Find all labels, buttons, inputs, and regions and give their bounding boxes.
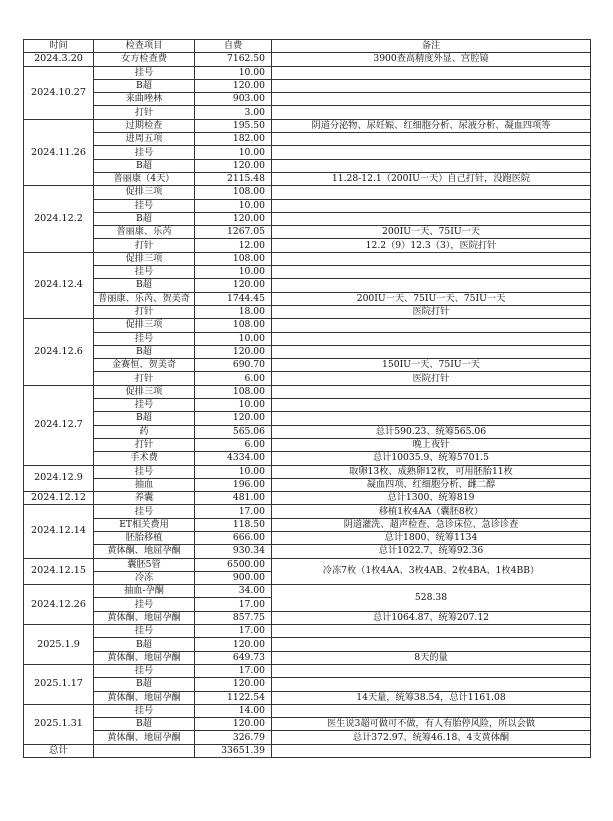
fee-cell: 182.00 [195, 133, 272, 146]
item-cell: 普丽康（4天） [94, 172, 195, 185]
table-row [24, 345, 591, 358]
note-cell [272, 146, 591, 159]
table-row [24, 664, 591, 677]
fee-cell: 17.00 [195, 625, 272, 638]
item-cell: 抽血 [94, 478, 195, 491]
note-cell [272, 93, 591, 106]
fee-cell: 120.00 [195, 412, 272, 425]
note-cell: 移植1枚4AA（囊胚8枚） [272, 505, 591, 518]
header-fee: 自费 [195, 40, 272, 53]
table-row [24, 186, 591, 199]
fee-cell: 108.00 [195, 186, 272, 199]
table-row [24, 359, 591, 372]
table-row [24, 518, 591, 531]
item-cell: 囊胚5管 [94, 558, 195, 571]
table-body [24, 40, 591, 758]
date-cell: 2024.12.14 [24, 505, 94, 558]
header-item: 检查项目 [94, 40, 195, 53]
note-cell [272, 625, 591, 638]
fee-cell: 10.00 [195, 266, 272, 279]
expense-table [23, 39, 591, 758]
table-row [24, 412, 591, 425]
note-cell: 医生说3超可做可不做，有人有胎停风险，所以会做 [272, 718, 591, 731]
table-row [24, 332, 591, 345]
fee-cell: 1122.54 [195, 691, 272, 704]
item-cell: 挂号 [94, 146, 195, 159]
table-row [24, 159, 591, 172]
table-row [24, 385, 591, 398]
item-cell: 促排三项 [94, 319, 195, 332]
item-cell: 黄体酮、地屈孕酮 [94, 545, 195, 558]
note-cell [272, 266, 591, 279]
note-cell: 冷冻7枚（1枚4AA、3枚4AB、2枚4BA、1枚4BB） [272, 558, 591, 585]
fee-cell: 2115.48 [195, 172, 272, 185]
note-cell [272, 399, 591, 412]
item-cell: 女方检查费 [94, 53, 195, 66]
table-row [24, 372, 591, 385]
table-row [24, 226, 591, 239]
table-row [24, 651, 591, 664]
fee-cell: 10.00 [195, 399, 272, 412]
note-cell: 阴道灌洗、超声检查、急诊床位、急诊诊查 [272, 518, 591, 531]
item-cell: 胚胎移植 [94, 531, 195, 544]
item-cell: 打针 [94, 438, 195, 451]
item-cell: B超 [94, 345, 195, 358]
date-cell: 2024.11.26 [24, 119, 94, 185]
fee-cell: 120.00 [195, 718, 272, 731]
fee-cell: 1744.45 [195, 292, 272, 305]
fee-cell: 17.00 [195, 598, 272, 611]
note-cell: 总计372.97、统筹46.18、4支黄体酮 [272, 731, 591, 744]
table-row [24, 531, 591, 544]
note-cell: 528.38 [272, 585, 591, 612]
item-cell: 打针 [94, 239, 195, 252]
note-cell: 阴道分泌物、尿妊娠、红细胞分析、尿液分析、凝血四项等 [272, 119, 591, 132]
item-cell: 挂号 [94, 664, 195, 677]
fee-cell: 120.00 [195, 79, 272, 92]
table-row [24, 252, 591, 265]
fee-cell: 120.00 [195, 678, 272, 691]
table-row [24, 133, 591, 146]
date-cell: 2024.10.27 [24, 66, 94, 119]
date-cell: 2024.12.12 [24, 492, 94, 505]
item-cell: B超 [94, 718, 195, 731]
note-cell: 总计1800、统筹1134 [272, 531, 591, 544]
item-cell: B超 [94, 79, 195, 92]
item-cell: 挂号 [94, 625, 195, 638]
total-note-blank [272, 744, 591, 757]
item-cell: 金赛恒、贺美奇 [94, 359, 195, 372]
table-row [24, 545, 591, 558]
table-row [24, 199, 591, 212]
table-row [24, 305, 591, 318]
item-cell: 打针 [94, 305, 195, 318]
date-cell: 2025.1.31 [24, 704, 94, 744]
date-cell: 2024.12.2 [24, 186, 94, 252]
total-item-blank [94, 744, 195, 757]
date-cell: 2024.12.6 [24, 319, 94, 385]
item-cell: 养囊 [94, 492, 195, 505]
total-fee: 33651.39 [195, 744, 272, 757]
note-cell: 8天的量 [272, 651, 591, 664]
fee-cell: 900.00 [195, 571, 272, 584]
fee-cell: 565.06 [195, 425, 272, 438]
note-cell [272, 704, 591, 717]
fee-cell: 4334.00 [195, 452, 272, 465]
fee-cell: 108.00 [195, 252, 272, 265]
item-cell: 挂号 [94, 332, 195, 345]
table-row [24, 478, 591, 491]
fee-cell: 649.73 [195, 651, 272, 664]
table-row [24, 505, 591, 518]
fee-cell: 10.00 [195, 332, 272, 345]
item-cell: B超 [94, 159, 195, 172]
total-label: 总计 [24, 744, 94, 757]
table-row [24, 212, 591, 225]
table-row [24, 611, 591, 624]
fee-cell: 108.00 [195, 385, 272, 398]
table-row [24, 53, 591, 66]
note-cell: 14天量，统筹38.54，总计1161.08 [272, 691, 591, 704]
note-cell [272, 159, 591, 172]
fee-cell: 120.00 [195, 212, 272, 225]
fee-cell: 120.00 [195, 159, 272, 172]
note-cell [272, 678, 591, 691]
table-row [24, 638, 591, 651]
item-cell: 挂号 [94, 199, 195, 212]
item-cell: 进周五项 [94, 133, 195, 146]
item-cell: 黄体酮、地屈孕酮 [94, 691, 195, 704]
item-cell: 抽血-孕酮 [94, 585, 195, 598]
fee-cell: 120.00 [195, 638, 272, 651]
item-cell: 挂号 [94, 399, 195, 412]
item-cell: 促排三项 [94, 186, 195, 199]
note-cell: 12.2（9）12.3（3），医院打针 [272, 239, 591, 252]
header-row [24, 40, 591, 53]
total-row [24, 744, 591, 757]
table-row [24, 146, 591, 159]
item-cell: B超 [94, 638, 195, 651]
item-cell: 冷冻 [94, 571, 195, 584]
table-row [24, 465, 591, 478]
table-row [24, 558, 591, 571]
table-row [24, 585, 591, 598]
fee-cell: 1267.05 [195, 226, 272, 239]
table-row [24, 691, 591, 704]
note-cell [272, 252, 591, 265]
table-row [24, 279, 591, 292]
note-cell: 总计10035.9、统筹5701.5 [272, 452, 591, 465]
item-cell: 挂号 [94, 704, 195, 717]
fee-cell: 120.00 [195, 345, 272, 358]
item-cell: 挂号 [94, 598, 195, 611]
item-cell: 挂号 [94, 465, 195, 478]
item-cell: 黄体酮、地屈孕酮 [94, 651, 195, 664]
fee-cell: 196.00 [195, 478, 272, 491]
note-cell [272, 279, 591, 292]
item-cell: 黄体酮、地屈孕酮 [94, 611, 195, 624]
header-note: 备注 [272, 40, 591, 53]
item-cell: B超 [94, 412, 195, 425]
table-row [24, 718, 591, 731]
item-cell: 促排三项 [94, 385, 195, 398]
note-cell: 总计1300、统筹819 [272, 492, 591, 505]
note-cell: 总计1022.7、统筹92.36 [272, 545, 591, 558]
fee-cell: 6500.00 [195, 558, 272, 571]
note-cell [272, 412, 591, 425]
fee-cell: 17.00 [195, 505, 272, 518]
note-cell [272, 199, 591, 212]
table-row [24, 425, 591, 438]
fee-cell: 666.00 [195, 531, 272, 544]
fee-cell: 120.00 [195, 279, 272, 292]
item-cell: 过期检查 [94, 119, 195, 132]
fee-cell: 3.00 [195, 106, 272, 119]
date-cell: 2024.12.7 [24, 385, 94, 465]
fee-cell: 903.00 [195, 93, 272, 106]
table-row [24, 79, 591, 92]
date-cell: 2024.12.9 [24, 465, 94, 492]
table-row [24, 93, 591, 106]
fee-cell: 34.00 [195, 585, 272, 598]
note-cell: 11.28-12.1（200IU一天）自己打针，没跑医院 [272, 172, 591, 185]
item-cell: ET相关费用 [94, 518, 195, 531]
header-date: 时间 [24, 40, 94, 53]
fee-cell: 7162.50 [195, 53, 272, 66]
table-row [24, 492, 591, 505]
table-row [24, 399, 591, 412]
item-cell: B超 [94, 678, 195, 691]
note-cell: 200IU一天、75IU一天、75IU一天 [272, 292, 591, 305]
fee-cell: 14.00 [195, 704, 272, 717]
table-row [24, 119, 591, 132]
table-row [24, 704, 591, 717]
fee-cell: 690.70 [195, 359, 272, 372]
fee-cell: 10.00 [195, 465, 272, 478]
date-cell: 2024.12.15 [24, 558, 94, 585]
table-row [24, 678, 591, 691]
note-cell [272, 319, 591, 332]
table-row [24, 452, 591, 465]
note-cell [272, 79, 591, 92]
table-row [24, 625, 591, 638]
note-cell: 3900查高精度外显、宫腔镜 [272, 53, 591, 66]
item-cell: 普丽康、乐芮 [94, 226, 195, 239]
item-cell: B超 [94, 212, 195, 225]
note-cell [272, 106, 591, 119]
note-cell [272, 212, 591, 225]
note-cell [272, 345, 591, 358]
table-row [24, 438, 591, 451]
note-cell [272, 385, 591, 398]
date-cell: 2024.12.26 [24, 585, 94, 625]
item-cell: 手术费 [94, 452, 195, 465]
fee-cell: 10.00 [195, 66, 272, 79]
item-cell: 挂号 [94, 66, 195, 79]
note-cell: 150IU一天、75IU一天 [272, 359, 591, 372]
fee-cell: 108.00 [195, 319, 272, 332]
note-cell [272, 66, 591, 79]
fee-cell: 18.00 [195, 305, 272, 318]
note-cell [272, 133, 591, 146]
table-row [24, 172, 591, 185]
item-cell: 挂号 [94, 505, 195, 518]
table-row [24, 731, 591, 744]
item-cell: B超 [94, 279, 195, 292]
fee-cell: 481.00 [195, 492, 272, 505]
note-cell [272, 186, 591, 199]
fee-cell: 930.34 [195, 545, 272, 558]
fee-cell: 10.00 [195, 146, 272, 159]
date-cell: 2025.1.17 [24, 664, 94, 704]
fee-cell: 857.75 [195, 611, 272, 624]
fee-cell: 118.50 [195, 518, 272, 531]
fee-cell: 17.00 [195, 664, 272, 677]
note-cell: 凝血四项、红细胞分析、雌二醇 [272, 478, 591, 491]
table-row [24, 239, 591, 252]
table-row [24, 292, 591, 305]
table-row [24, 106, 591, 119]
item-cell: 黄体酮、地屈孕酮 [94, 731, 195, 744]
table-row [24, 66, 591, 79]
note-cell: 总计590.23、统筹565.06 [272, 425, 591, 438]
note-cell: 200IU一天、75IU一天 [272, 226, 591, 239]
table-row [24, 319, 591, 332]
item-cell: 促排三项 [94, 252, 195, 265]
item-cell: 挂号 [94, 266, 195, 279]
item-cell: 药 [94, 425, 195, 438]
note-cell [272, 638, 591, 651]
fee-cell: 12.00 [195, 239, 272, 252]
fee-cell: 6.00 [195, 438, 272, 451]
note-cell [272, 664, 591, 677]
item-cell: 来曲唑林 [94, 93, 195, 106]
fee-cell: 326.79 [195, 731, 272, 744]
date-cell: 2025.1.9 [24, 625, 94, 665]
fee-cell: 10.00 [195, 199, 272, 212]
table-row [24, 266, 591, 279]
fee-cell: 195.50 [195, 119, 272, 132]
item-cell: 打针 [94, 372, 195, 385]
date-cell: 2024.3.20 [24, 53, 94, 66]
note-cell: 晚上夜针 [272, 438, 591, 451]
item-cell: 打针 [94, 106, 195, 119]
note-cell: 医院打针 [272, 372, 591, 385]
date-cell: 2024.12.4 [24, 252, 94, 318]
fee-cell: 6.00 [195, 372, 272, 385]
note-cell [272, 332, 591, 345]
note-cell: 医院打针 [272, 305, 591, 318]
item-cell: 普丽康、乐芮、贺美奇 [94, 292, 195, 305]
note-cell: 取卵13枚、成熟卵12枚，可用胚胎11枚 [272, 465, 591, 478]
note-cell: 总计1064.87、统筹207.12 [272, 611, 591, 624]
